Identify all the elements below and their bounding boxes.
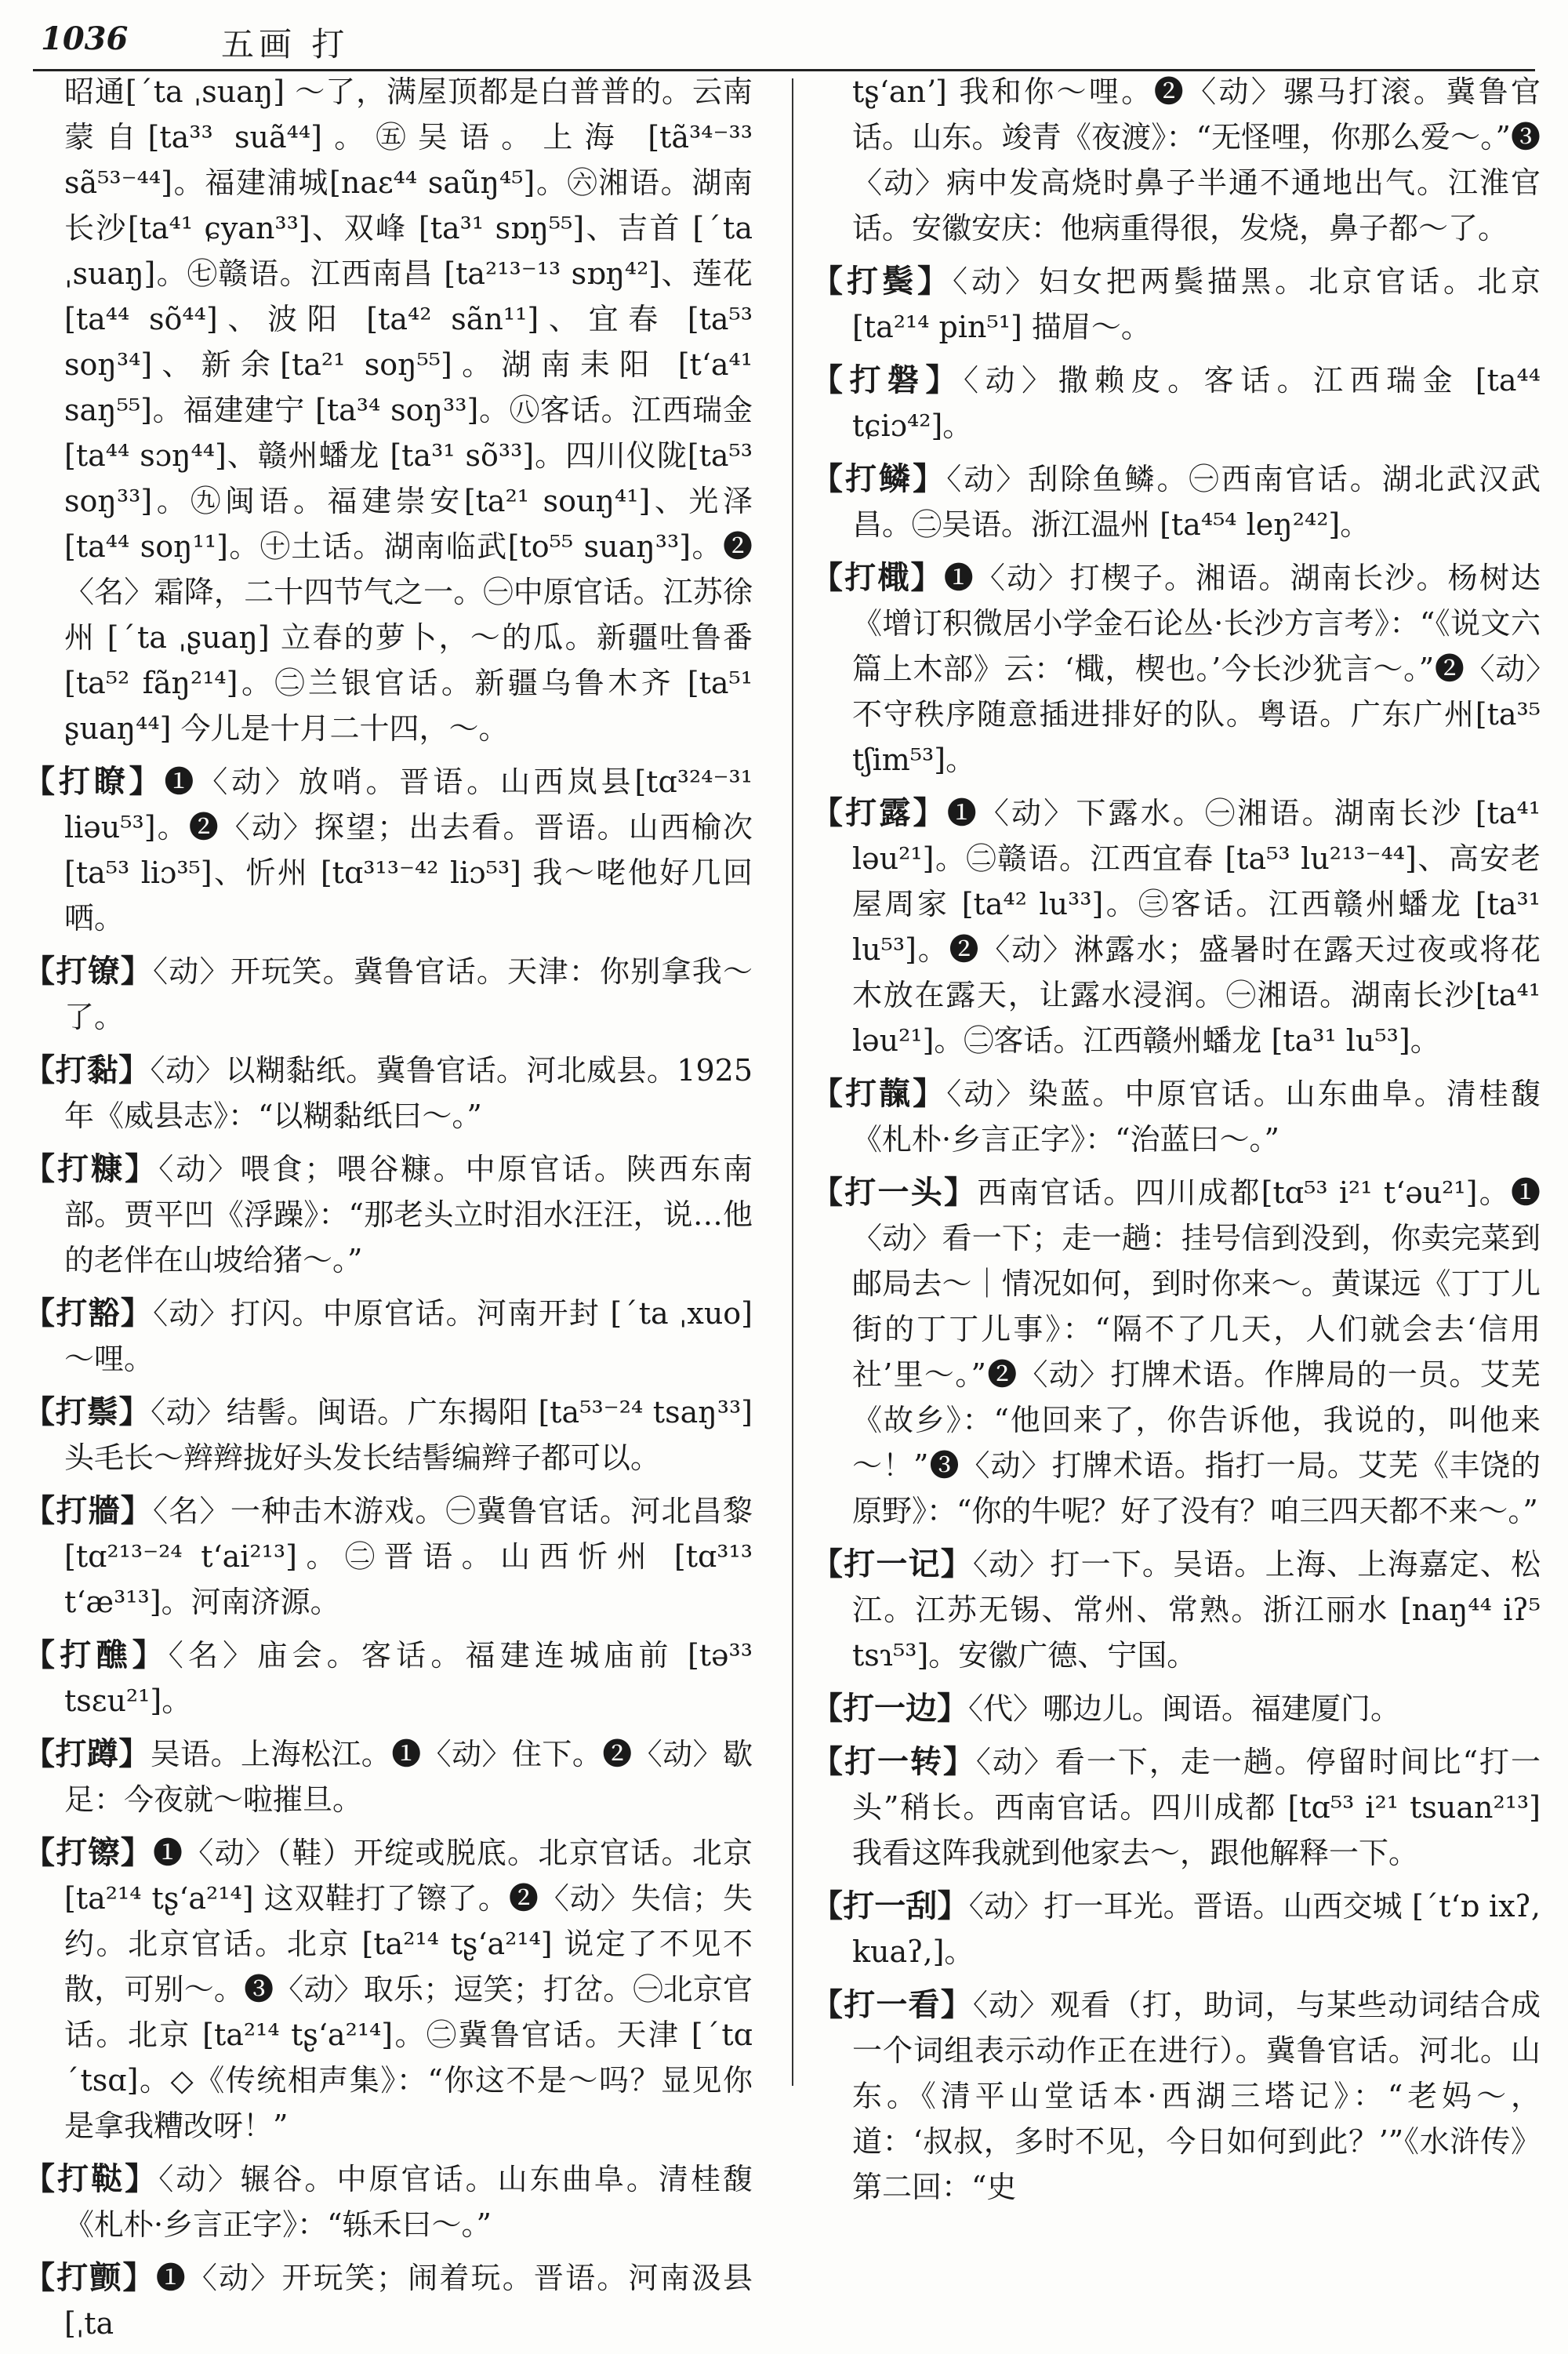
- entry-text: ❶〈动〉下露水。㊀湘语。湖南长沙 [ta⁴¹ ləu²¹]。㊁赣语。江西宜春 [ta⁵³ lu²¹³⁻⁴⁴]、高安老屋周家 [ta⁴² lu³³]。㊂客话。江西赣州蟠龙 [ta³¹ lu⁵³]。❷〈动〉淋露水；盛暑时在露天过夜或将花木放在露天，让露水浸润。㊀湘语。湖南长沙[ta⁴¹ ləu²¹]。㊁客话。江西赣州蟠龙 [ta³¹ lu⁵³]。: [852, 796, 1541, 1058]
- headword: 【打牆】: [24, 1492, 154, 1529]
- dictionary-entry: [811, 1071, 1541, 1162]
- dictionary-entry: [24, 1633, 753, 1724]
- dictionary-entry: [811, 790, 1541, 1063]
- dictionary-entry: [24, 1488, 753, 1625]
- headword: 【打一记】: [811, 1546, 973, 1582]
- dictionary-entry: [811, 69, 1541, 251]
- dictionary-entry: [24, 759, 753, 941]
- entry-text: 西南官话。四川成都[tɑ⁵³ i²¹ tʻəu²¹]。❶〈动〉看一下；走一趟：挂号信到没到，你卖完菜到邮局去～｜情况如何，到时你来～。黄谋远《丁丁儿街的丁丁儿事》：“隔不了几天，人们就会去‘信用社’里～。”❷〈动〉打牌术语。作牌局的一员。艾芜《故乡》：“他回来了，你告诉他，我说的，叫他来～！”❸〈动〉打牌术语。指打一局。艾芜《丰饶的原野》：“你的牛呢？好了没有？咱三四天都不来～。”: [852, 1175, 1541, 1528]
- headword: 【打镣】: [24, 953, 154, 990]
- headword: 【打豁】: [24, 1295, 154, 1331]
- headword: 【打颤】: [24, 2259, 156, 2296]
- entry-text: 〈动〉刮除鱼鳞。㊀西南官话。湖北武汉武昌。㊁吴语。浙江温州 [ta⁴⁵⁴ leŋ²⁴²]。: [852, 462, 1541, 542]
- headword: 【打蹲】: [24, 1735, 151, 1772]
- headword: 【打檝】: [811, 559, 944, 596]
- column-divider: [792, 78, 793, 2086]
- headword: 【打鬓】: [811, 263, 953, 300]
- entry-text: 〈动〉以糊黏纸。冀鲁官话。河北威县。1925年《威县志》：“以糊黏纸曰～。”: [64, 1053, 753, 1133]
- entry-text: 〈代〉哪边儿。闽语。福建厦门。: [968, 1691, 1401, 1726]
- dictionary-entry: [811, 456, 1541, 547]
- left-column: [24, 69, 753, 2354]
- entry-text: tʂʻanʼ] 我和你～哩。❷〈动〉骡马打滚。冀鲁官话。山东。竣青《夜渡》：“无怪哩，你那么爱～。”❸〈动〉病中发高烧时鼻子半通不通地出气。江淮官话。安徽安庆：他病重得很，发烧，鼻子都～了。: [852, 74, 1541, 245]
- page-number: 1036: [41, 20, 129, 57]
- entry-text: 〈动〉撒赖皮。客话。江西瑞金 [ta⁴⁴ tɕiɔ⁴²]。: [852, 363, 1541, 443]
- headword: 【打黏】: [24, 1052, 151, 1088]
- headword: 【打一刮】: [811, 1887, 969, 1924]
- entry-text: ❶〈动〉开玩笑；闹着玩。晋语。河南汲县 [ˌta: [64, 2261, 753, 2341]
- entry-text: 〈动〉看一下，走一趟。停留时间比“打一头”稍长。西南官话。四川成都 [tɑ⁵³ i²¹ tsuan²¹³] 我看这阵我就到他家去～，跟他解释一下。: [852, 1745, 1541, 1870]
- dictionary-entry: [811, 1739, 1541, 1876]
- entry-text: 昭通[ˊta ˌsuaŋ] ～了，满屋顶都是白普普的。云南蒙自[ta³³ suã⁴⁴]。㊄吴语。上海 [tã³⁴⁻³³ sã⁵³⁻⁴⁴]。福建浦城[naɛ⁴⁴ saũŋ⁴⁵]。㊅湘语。湖南长沙[ta⁴¹ ɕyan³³]、双峰 [ta³¹ sɒŋ⁵⁵]、吉首 [ˊta ˌsuaŋ]。㊆赣语。江西南昌 [ta²¹³⁻¹³ sɒŋ⁴²]、莲花 [ta⁴⁴ sõ⁴⁴]、波阳 [ta⁴² sãn¹¹]、宜春 [ta⁵³ soŋ³⁴]、新余[ta²¹ soŋ⁵⁵]。湖南耒阳 [tʻa⁴¹ saŋ⁵⁵]。福建建宁 [ta³⁴ soŋ³³]。㊇客话。江西瑞金 [ta⁴⁴ sɔŋ⁴⁴]、赣州蟠龙 [ta³¹ sõ³³]。四川仪陇[ta⁵³ soŋ³³]。㊈闽语。福建崇安[ta²¹ souŋ⁴¹]、光泽 [ta⁴⁴ soŋ¹¹]。㊉土话。湖南临武[to⁵⁵ suaŋ³³]。❷〈名〉霜降，二十四节气之一。㊀中原官话。江苏徐州 [ˊta ˌʂuaŋ] 立春的萝卜，～的瓜。新疆吐鲁番 [ta⁵² fãŋ²¹⁴]。㊁兰银官话。新疆乌鲁木齐 [ta⁵¹ ʂuaŋ⁴⁴] 今儿是十月二十四，～。: [64, 74, 753, 746]
- dictionary-entry: [811, 259, 1541, 350]
- dictionary-entry: [24, 1146, 753, 1283]
- headword: 【打瞭】: [24, 763, 165, 800]
- headword: 【打露】: [811, 794, 947, 831]
- dictionary-entry: [24, 949, 753, 1040]
- entry-text: 〈动〉染蓝。中原官话。山东曲阜。清桂馥《札朴·乡言正字》：“治蓝曰～。”: [852, 1077, 1541, 1157]
- entry-text: 〈动〉打一耳光。晋语。山西交城 [ˊtʻɒ ixʔ, kuaʔ,]。: [852, 1889, 1541, 1969]
- headword: 【打鳞】: [811, 460, 947, 497]
- dictionary-entry: [811, 1170, 1541, 1534]
- headword: 【打醮】: [24, 1637, 169, 1673]
- headword: 【打磐】: [811, 361, 964, 398]
- dictionary-entry: [811, 1542, 1541, 1678]
- dictionary-entry: [24, 2255, 753, 2346]
- dictionary-entry: [24, 69, 753, 751]
- entry-text: 〈动〉打闪。中原官话。河南开封 [ˊta ˌxuo] ～哩。: [64, 1296, 753, 1376]
- right-column: [811, 69, 1541, 2218]
- entry-text: 〈动〉观看（打，助词，与某些动词结合成一个词组表示动作正在进行）。冀鲁官话。河北。山东。《清平山堂话本·西湖三塔记》：“老妈～，道：‘叔叔，多时不见，今日如何到此？’”《水浒传》第二回：“史: [852, 1988, 1541, 2204]
- dictionary-entry: [811, 1686, 1541, 1731]
- dictionary-entry: [24, 1830, 753, 2149]
- dictionary-entry: [811, 1982, 1541, 2210]
- entry-text: 〈动〉开玩笑。冀鲁官话。天津：你别拿我～了。: [64, 954, 753, 1034]
- headword: 【打一头】: [811, 1174, 978, 1211]
- headword: 【打鬃】: [24, 1393, 151, 1430]
- dictionary-entry: [24, 1390, 753, 1480]
- section-title: 五画 打: [221, 25, 350, 64]
- entry-text: 〈动〉妇女把两鬓描黑。北京官话。北京 [ta²¹⁴ pin⁵¹] 描眉～。: [852, 264, 1541, 344]
- entry-text: ❶〈动〉（鞋）开绽或脱底。北京官话。北京 [ta²¹⁴ tʂʻa²¹⁴] 这双鞋打了镲了。❷〈动〉失信；失约。北京官话。北京 [ta²¹⁴ tʂʻa²¹⁴] 说定了不见不散，可别～。❸〈动〉取乐；逗笑；打岔。㊀北京官话。北京 [ta²¹⁴ tʂʻa²¹⁴]。㊁冀鲁官话。天津 [ˊtɑ ˊtsɑ]。◇《传统相声集》：“你这不是～吗？显见你是拿我糟改呀！”: [64, 1836, 753, 2143]
- dictionary-entry: [24, 1731, 753, 1822]
- page-header: [33, 14, 1535, 71]
- dictionary-entry: [24, 2156, 753, 2247]
- entry-text: 〈动〉喂食；喂谷糠。中原官话。陕西东南部。贾平凹《浮躁》：“那老头立时泪水汪汪，说…他的老伴在山坡给猪～。”: [64, 1152, 753, 1277]
- headword: 【打糠】: [24, 1150, 159, 1187]
- entry-text: 〈动〉辗谷。中原官话。山东曲阜。清桂馥《札朴·乡言正字》：“轹禾曰～。”: [64, 2162, 753, 2242]
- entry-text: 吴语。上海松江。❶〈动〉住下。❷〈动〉歇足：今夜就～啦摧旦。: [64, 1737, 753, 1817]
- entry-text: 〈名〉庙会。客话。福建连城庙前 [tə³³ tsɛu²¹]。: [64, 1638, 753, 1718]
- headword: 【打一转】: [811, 1743, 976, 1780]
- headword: 【打镲】: [24, 1834, 154, 1871]
- dictionary-entry: [811, 1884, 1541, 1974]
- dictionary-entry: [811, 358, 1541, 449]
- entry-text: ❶〈动〉放哨。晋语。山西岚县[tɑ³²⁴⁻³¹ liəu⁵³]。❷〈动〉探望；出去看。晋语。山西榆次 [ta⁵³ liɔ³⁵]、忻州 [tɑ³¹³⁻⁴² liɔ⁵³] 我～咾他好几回哂。: [64, 765, 753, 935]
- headword: 【打一边】: [811, 1690, 968, 1727]
- headword: 【打一看】: [811, 1986, 973, 2023]
- headword: 【打鞑】: [24, 2160, 159, 2197]
- entry-text: 〈名〉一种击木游戏。㊀冀鲁官话。河北昌黎 [tɑ²¹³⁻²⁴ tʻai²¹³]。㊁晋语。山西忻州 [tɑ³¹³ tʻæ³¹³]。河南济源。: [64, 1494, 753, 1619]
- headword: 【打靝】: [811, 1075, 947, 1112]
- dictionary-entry: [24, 1291, 753, 1382]
- dictionary-entry: [811, 555, 1541, 783]
- entry-text: 〈动〉结髻。闽语。广东揭阳 [ta⁵³⁻²⁴ tsaŋ³³] 头毛长～辫辫拢好头发长结髻编辫子都可以。: [64, 1395, 753, 1475]
- dictionary-entry: [24, 1048, 753, 1139]
- entry-text: ❶〈动〉打楔子。湘语。湖南长沙。杨树达《增订积微居小学金石论丛·长沙方言考》：“《说文六篇上木部》云：‘檝，楔也。’今长沙犹言～。”❷〈动〉不守秩序随意插进排好的队。粤语。广东广州[ta³⁵ tʃim⁵³]。: [852, 561, 1541, 777]
- entry-text: 〈动〉打一下。吴语。上海、上海嘉定、松江。江苏无锡、常州、常熟。浙江丽水 [naŋ⁴⁴ iʔ⁵ tsɿ⁵³]。安徽广德、宁国。: [852, 1547, 1541, 1673]
